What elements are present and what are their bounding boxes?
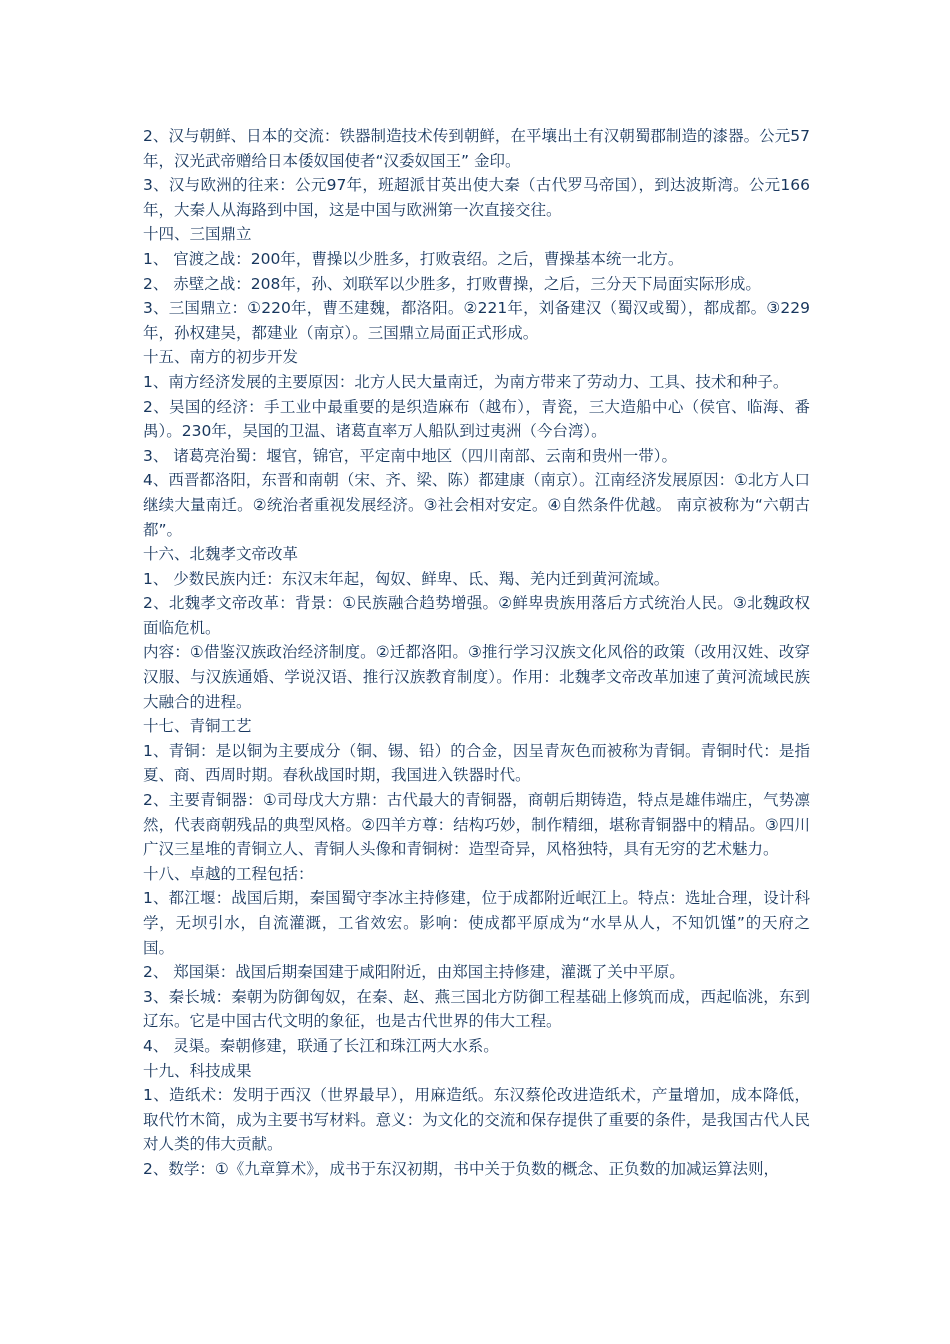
section-heading-19: 十九、科技成果 [143, 1061, 252, 1080]
paragraph-6: 1、南方经济发展的主要原因：北方人民大量南迁，为南方带来了劳动力、工具、技术和种子。 [143, 372, 789, 391]
paragraph-19: 1、造纸术：发明于西汉（世界最早），用麻造纸。东汉蔡伦改进造纸术，产量增加，成本降低，取代竹木简，成为主要书写材料。意义：为文化的交流和保存提供了重要的条件，是我国古代人民对人类的伟大贡献。 [143, 1086, 810, 1154]
paragraph-16: 2、 郑国渠：战国后期秦国建于咸阳附近，由郑国主持修建，灌溉了关中平原。 [143, 963, 685, 982]
paragraph-11: 2、北魏孝文帝改革：背景：①民族融合趋势增强。②鲜卑贵族用落后方式统治人民。③北魏政权面临危机。 [143, 594, 810, 637]
section-heading-15: 十五、南方的初步开发 [143, 348, 299, 367]
paragraph-14: 2、主要青铜器：①司母戊大方鼎：古代最大的青铜器，商朝后期铸造，特点是雄伟端庄，气势凛然，代表商朝残品的典型风格。②四羊方尊：结构巧妙，制作精细，堪称青铜器中的精品。③四川广汉三星堆的青铜立人、青铜人头像和青铜树：造型奇异，风格独特，具有无穷的艺术魅力。 [143, 791, 810, 859]
paragraph-20: 2、数学：①《九章算术》，成书于东汉初期，书中关于负数的概念、正负数的加减运算法则， [143, 1159, 780, 1178]
paragraph-3: 1、 官渡之战：200年，曹操以少胜多，打败袁绍。之后，曹操基本统一北方。 [143, 249, 684, 268]
paragraph-5: 3、三国鼎立：①220年，曹丕建魏，都洛阳。②221年，刘备建汉（蜀汉或蜀），都成都。③229年，孙权建吴，都建业（南京）。三国鼎立局面正式形成。 [143, 299, 810, 342]
paragraph-8: 3、 诸葛亮治蜀：堰官，锦官，平定南中地区（四川南部、云南和贵州一带）。 [143, 446, 678, 465]
section-heading-18: 十八、卓越的工程包括： [143, 864, 314, 883]
paragraph-13: 1、青铜：是以铜为主要成分（铜、锡、铅）的合金，因呈青灰色而被称为青铜。青铜时代：是指夏、商、西周时期。春秋战国时期，我国进入铁器时代。 [143, 741, 810, 785]
paragraph-4: 2、 赤壁之战：208年，孙、刘联军以少胜多，打败曹操，之后，三分天下局面实际形成。 [143, 274, 761, 293]
paragraph-1: 2、汉与朝鲜、日本的交流：铁器制造技术传到朝鲜，在平壤出土有汉朝蜀郡制造的漆器。公元57年，汉光武帝赠给日本倭奴国使者“汉委奴国王” 金印。 [143, 127, 810, 170]
paragraph-18: 4、 灵渠。秦朝修建，联通了长江和珠江两大水系。 [143, 1036, 499, 1055]
paragraph-17: 3、秦长城：秦朝为防御匈奴，在秦、赵、燕三国北方防御工程基础上修筑而成，西起临洮，东到辽东。它是中国古代文明的象征，也是古代世界的伟大工程。 [143, 987, 810, 1031]
paragraph-12: 内容：①借鉴汉族政治经济制度。②迁都洛阳。③推行学习汉族文化风俗的政策（改用汉姓、改穿汉服、与汉族通婚、学说汉语、推行汉族教育制度）。作用：北魏孝文帝改革加速了黄河流域民族大融合的进程。 [143, 643, 810, 711]
paragraph-2: 3、汉与欧洲的往来：公元97年，班超派甘英出使大秦（古代罗马帝国），到达波斯湾。公元166年，大秦人从海路到中国，这是中国与欧洲第一次直接交往。 [143, 176, 810, 219]
section-heading-17: 十七、青铜工艺 [143, 717, 252, 736]
section-heading-16: 十六、北魏孝文帝改革 [143, 545, 299, 564]
paragraph-9: 4、西晋都洛阳，东晋和南朝（宋、齐、梁、陈）都建康（南京）。江南经济发展原因：①北方人口继续大量南迁。②统治者重视发展经济。③社会相对安定。④自然条件优越。 南京被称为“六朝古都”。 [143, 471, 811, 539]
paragraph-7: 2、吴国的经济：手工业中最重要的是织造麻布（越布），青瓷，三大造船中心（侯官、临海、番禺）。230年，吴国的卫温、诸葛直率万人船队到过夷洲（今台湾）。 [143, 397, 810, 441]
section-heading-14: 十四、三国鼎立 [143, 225, 252, 244]
paragraph-10: 1、 少数民族内迁：东汉末年起，匈奴、鲜卑、氐、羯、羌内迁到黄河流域。 [143, 569, 670, 588]
paragraph-15: 1、都江堰：战国后期，秦国蜀守李冰主持修建，位于成都附近岷江上。特点：选址合理，设计科学，无坝引水，自流灌溉，工省效宏。影响：使成都平原成为“水旱从人，不知饥馑”的天府之国。 [143, 889, 810, 957]
